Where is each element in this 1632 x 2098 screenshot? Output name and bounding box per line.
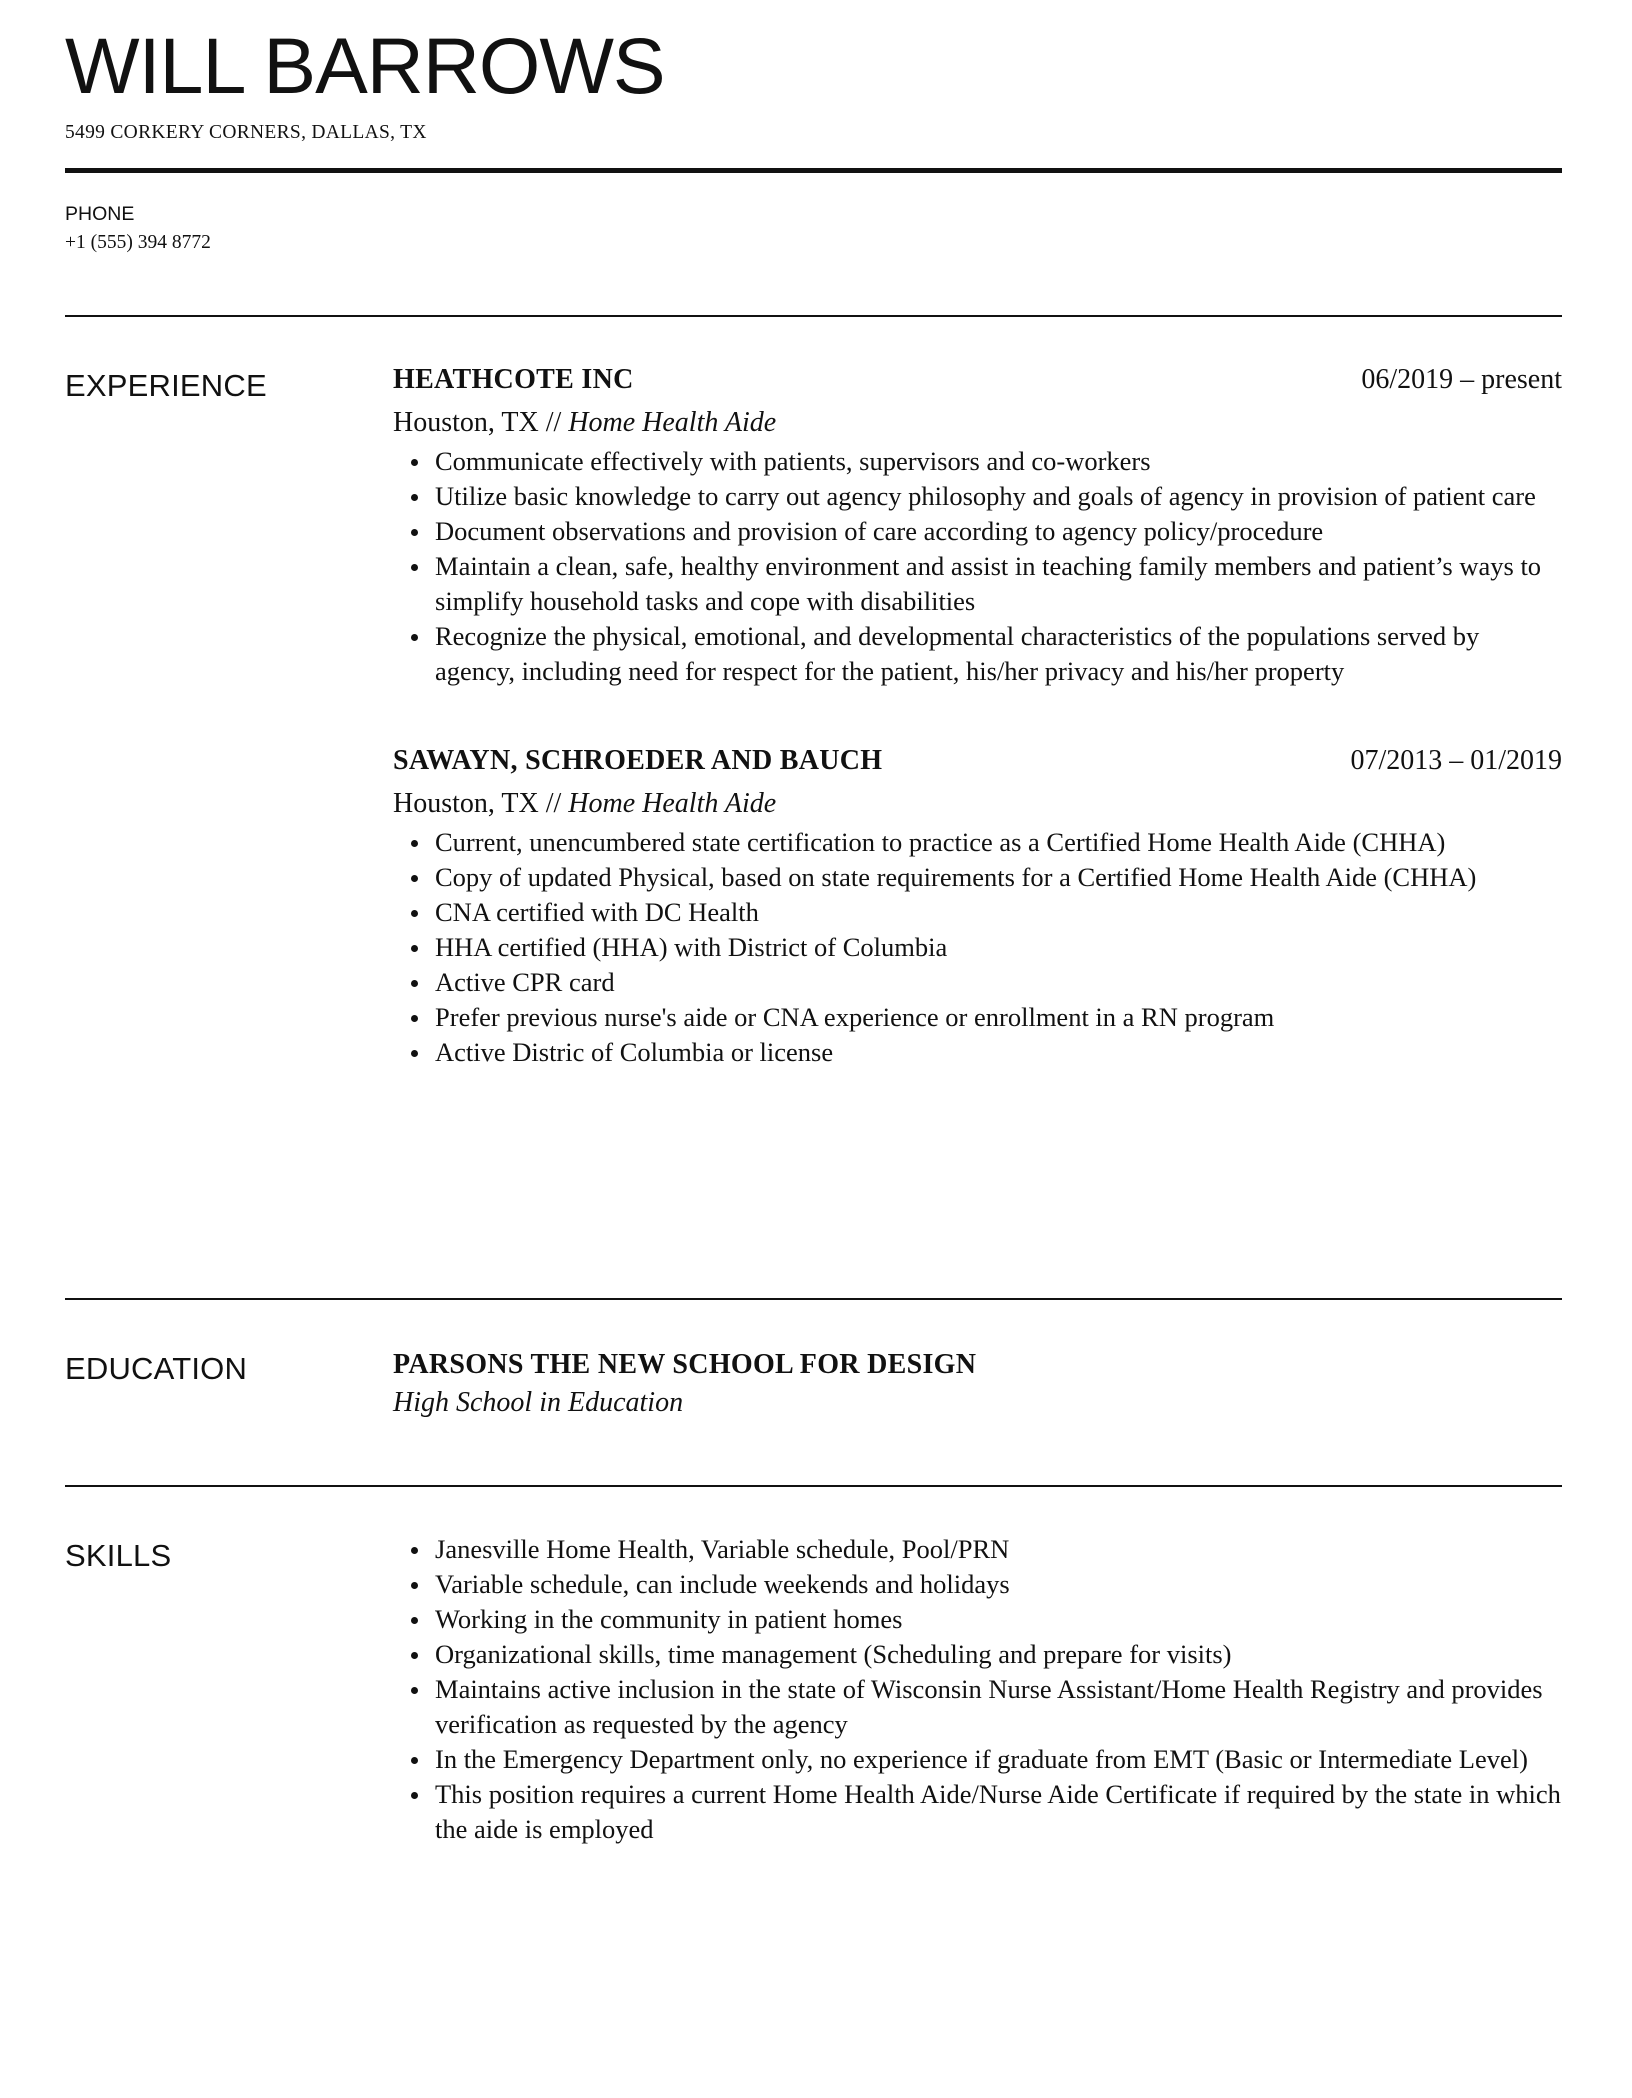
list-item: Recognize the physical, emotional, and developmental characteristics of the populations served by agency, including need for respect for the patient, his/her privacy and his/her property [435, 619, 1562, 689]
job-dates: 06/2019 – present [1361, 364, 1562, 395]
list-item: Document observations and provision of care according to agency policy/procedure [435, 514, 1562, 549]
job-entry [393, 745, 1562, 1070]
job-location-role [393, 404, 1562, 444]
company-name: HEATHCOTE INC [393, 364, 634, 395]
list-item: Janesville Home Health, Variable schedule, Pool/PRN [435, 1532, 1562, 1567]
list-item: Variable schedule, can include weekends and holidays [435, 1567, 1562, 1602]
address: 5499 CORKERY CORNERS, DALLAS, TX [65, 122, 427, 143]
section-divider [65, 1298, 1562, 1300]
school-name: PARSONS THE NEW SCHOOL FOR DESIGN [393, 1349, 977, 1380]
job-bullets [393, 825, 1562, 1070]
list-item: Prefer previous nurse's aide or CNA experience or enrollment in a RN program [435, 1000, 1562, 1035]
job-role: Home Health Aide [568, 407, 777, 438]
phone-label: PHONE [65, 203, 135, 225]
candidate-name: WILL BARROWS [65, 21, 665, 110]
job-dates: 07/2013 – 01/2019 [1350, 745, 1562, 776]
job-location-role [393, 785, 1562, 825]
list-item: Current, unencumbered state certification to practice as a Certified Home Health Aide (CHHA) [435, 825, 1562, 860]
list-item: Utilize basic knowledge to carry out agency philosophy and goals of agency in provision of patient care [435, 479, 1562, 514]
list-item: Working in the community in patient homes [435, 1602, 1562, 1637]
education-content [393, 1346, 1562, 1422]
skills-content [393, 1532, 1562, 1847]
experience-heading: EXPERIENCE [65, 368, 267, 403]
skills-heading: SKILLS [65, 1538, 172, 1573]
separator: // [538, 407, 569, 438]
phone-number: +1 (555) 394 8772 [65, 232, 211, 253]
list-item: This position requires a current Home Health Aide/Nurse Aide Certificate if required by the state in which the aide is employed [435, 1777, 1562, 1847]
education-heading: EDUCATION [65, 1351, 248, 1386]
job-location: Houston, TX [393, 788, 539, 819]
degree: High School in Education [393, 1387, 684, 1418]
skills-list [393, 1532, 1562, 1847]
list-item: Maintain a clean, safe, healthy environment and assist in teaching family members and patient’s ways to simplify household tasks and cope with disabilities [435, 549, 1562, 619]
job-bullets [393, 444, 1562, 689]
company-name: SAWAYN, SCHROEDER AND BAUCH [393, 745, 883, 776]
list-item: CNA certified with DC Health [435, 895, 1562, 930]
list-item: Active CPR card [435, 965, 1562, 1000]
list-item: In the Emergency Department only, no experience if graduate from EMT (Basic or Intermediate Level) [435, 1742, 1562, 1777]
list-item: Active Distric of Columbia or license [435, 1035, 1562, 1070]
job-entry [393, 364, 1562, 689]
list-item: Maintains active inclusion in the state of Wisconsin Nurse Assistant/Home Health Registry and provides verification as requested by the agency [435, 1672, 1562, 1742]
section-divider [65, 315, 1562, 317]
separator: // [538, 788, 569, 819]
section-divider [65, 1485, 1562, 1487]
list-item: Copy of updated Physical, based on state requirements for a Certified Home Health Aide (CHHA) [435, 860, 1562, 895]
job-location: Houston, TX [393, 407, 539, 438]
experience-content [393, 364, 1562, 1070]
list-item: Organizational skills, time management (Scheduling and prepare for visits) [435, 1637, 1562, 1672]
header-divider [65, 168, 1562, 173]
list-item: HHA certified (HHA) with District of Columbia [435, 930, 1562, 965]
job-role: Home Health Aide [568, 788, 777, 819]
list-item: Communicate effectively with patients, supervisors and co-workers [435, 444, 1562, 479]
